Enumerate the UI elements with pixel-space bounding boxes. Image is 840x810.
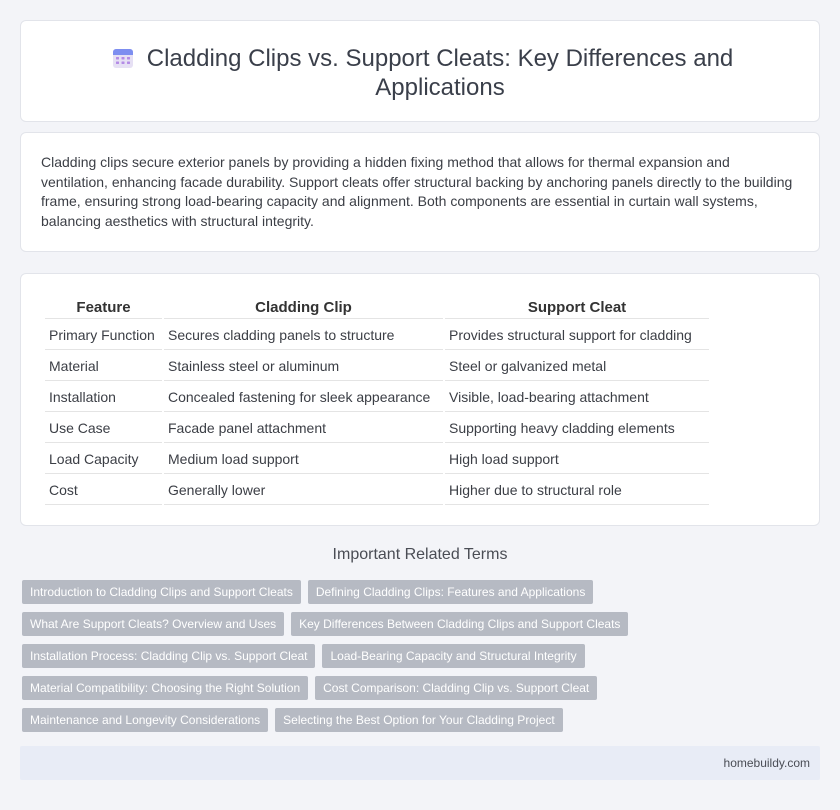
table-row xyxy=(45,414,709,443)
table-cell: Load Capacity xyxy=(45,445,162,474)
table-cell: Medium load support xyxy=(164,445,443,474)
intro-card xyxy=(20,132,820,252)
table-cell: Use Case xyxy=(45,414,162,443)
table-cell: Facade panel attachment xyxy=(164,414,443,443)
table-header-row xyxy=(45,296,709,319)
table-cell: Higher due to structural role xyxy=(445,476,709,505)
footer-site-link[interactable]: homebuildy.com xyxy=(723,756,810,770)
related-term-tag[interactable]: Material Compatibility: Choosing the Right Solution xyxy=(22,676,308,700)
footer xyxy=(20,746,820,780)
page-title: Cladding Clips vs. Support Cleats: Key Differences and Applications xyxy=(146,45,734,101)
comparison-table-card xyxy=(20,273,820,526)
related-term-tag[interactable]: What Are Support Cleats? Overview and Uses xyxy=(22,612,284,636)
related-term-tag[interactable]: Introduction to Cladding Clips and Support Cleats xyxy=(22,580,301,604)
table-cell: Cost xyxy=(45,476,162,505)
table-cell: Material xyxy=(45,352,162,381)
table-cell: Installation xyxy=(45,383,162,412)
table-row xyxy=(45,383,709,412)
table-cell: Concealed fastening for sleek appearance xyxy=(164,383,443,412)
intro-text: Cladding clips secure exterior panels by providing a hidden fixing method that allows for thermal expansion and ventilation, enhancing facade durability. Support cleats offer structural backing by anchoring panels directly to the building frame, ensuring strong load-bearing capacity and alignment. Both components are essential in curtain wall systems, balancing aesthetics with structural integrity. xyxy=(41,154,793,229)
related-term-tag[interactable]: Load-Bearing Capacity and Structural Integrity xyxy=(322,644,584,668)
related-terms-heading: Important Related Terms xyxy=(332,546,508,563)
table-row xyxy=(45,352,709,381)
table-cell: Supporting heavy cladding elements xyxy=(445,414,709,443)
column-header: Support Cleat xyxy=(445,296,709,319)
table-cell: Steel or galvanized metal xyxy=(445,352,709,381)
table-cell: Generally lower xyxy=(164,476,443,505)
related-term-tag[interactable]: Key Differences Between Cladding Clips and Support Cleats xyxy=(291,612,628,636)
column-header: Feature xyxy=(45,296,162,319)
table-cell: High load support xyxy=(445,445,709,474)
table-cell: Secures cladding panels to structure xyxy=(164,321,443,350)
comparison-table xyxy=(43,294,711,507)
table-cell: Primary Function xyxy=(45,321,162,350)
table-cell: Stainless steel or aluminum xyxy=(164,352,443,381)
header-card xyxy=(20,20,820,122)
column-header: Cladding Clip xyxy=(164,296,443,319)
table-cell: Visible, load-bearing attachment xyxy=(445,383,709,412)
related-term-tag[interactable]: Maintenance and Longevity Considerations xyxy=(22,708,268,732)
related-term-tag[interactable]: Installation Process: Cladding Clip vs. Support Cleat xyxy=(22,644,315,668)
table-row xyxy=(45,476,709,505)
table-row xyxy=(45,445,709,474)
table-row xyxy=(45,321,709,350)
table-cell: Provides structural support for cladding xyxy=(445,321,709,350)
related-term-tag[interactable]: Defining Cladding Clips: Features and Applications xyxy=(308,580,594,604)
related-term-tag[interactable]: Selecting the Best Option for Your Cladding Project xyxy=(275,708,563,732)
related-term-tag[interactable]: Cost Comparison: Cladding Clip vs. Support Cleat xyxy=(315,676,597,700)
related-terms-list xyxy=(22,580,822,740)
